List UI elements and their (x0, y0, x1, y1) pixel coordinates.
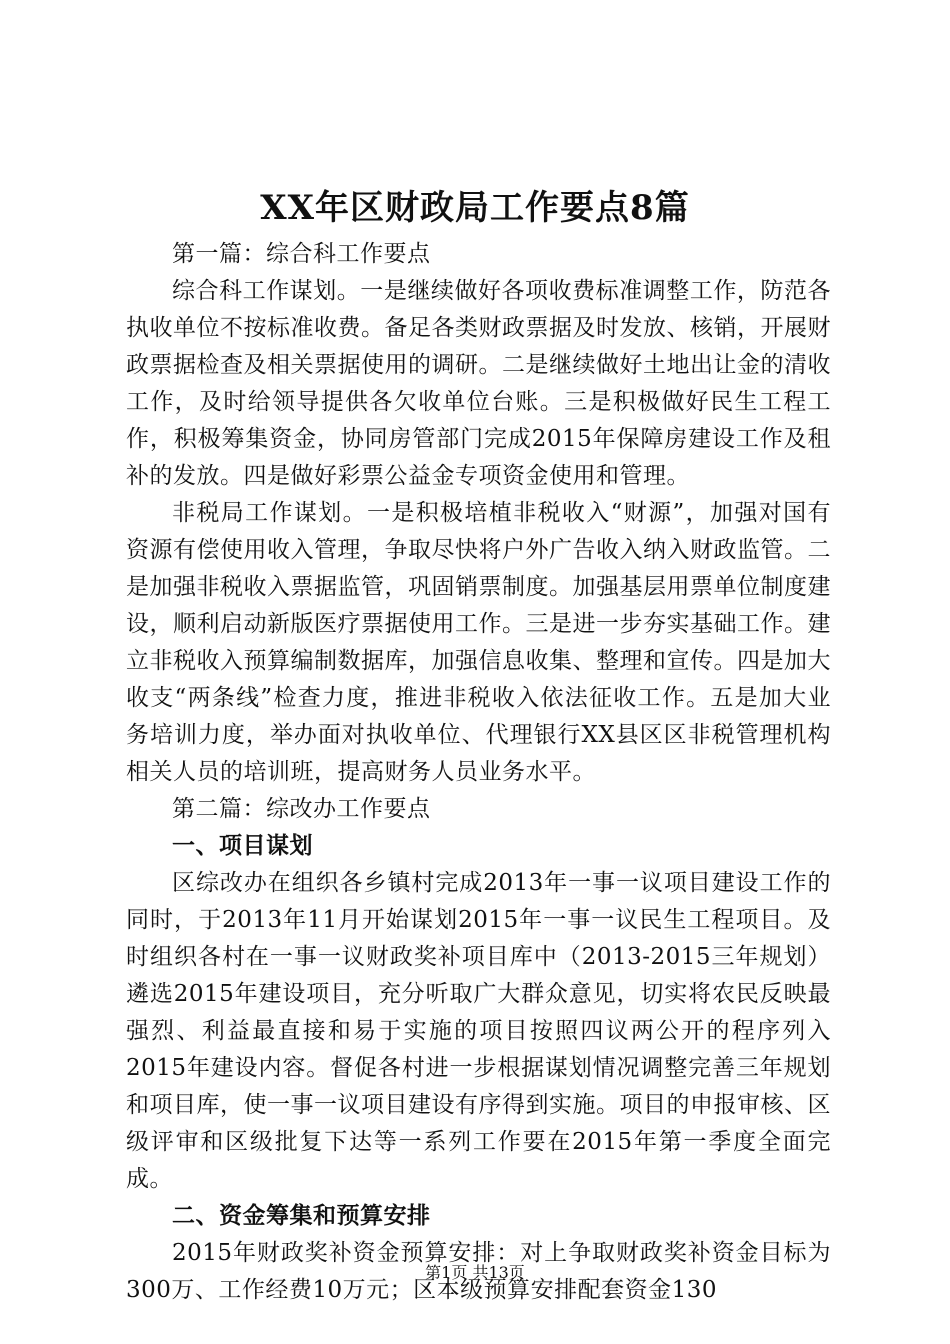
section-title-2: 第二篇：综改办工作要点 (172, 796, 431, 822)
body-paragraph: 非税局工作谋划。一是积极培植非税收入“财源”，加强对国有资源有偿使用收入管理，争取尽快将户外广告收入纳入财政监管。二是加强非税收入票据监管，巩固销票制度。加强基层用票单位制度建设，顺利启动新版医疗票据使用工作。三是进一步夯实基础工作。建立非税收入预算编制数据库，加强信息收集、整理和宣传。四是加大收支“两条线”检查力度，推进非税收入依法征收工作。五是加大业务培训力度，举办面对执收单位、代理银行XX县区区非税管理机构相关人员的培训班，提高财务人员业务水平。 (126, 500, 831, 785)
body-paragraph: 2015年财政奖补资金预算安排：对上争取财政奖补资金目标为300万、工作经费10万元；区本级预算安排配套资金130 (126, 1240, 831, 1303)
page-footer: 第1页 共13页 (425, 1263, 525, 1282)
document-title: XX年区财政局工作要点8篇 (260, 188, 690, 228)
body-paragraph: 区综改办在组织各乡镇村完成2013年一事一议项目建设工作的同时，于2013年11月开始谋划2015年一事一议民生工程项目。及时组织各村在一事一议财政奖补项目库中（2013-2015三年规划）遴选2015年建设项目，充分听取广大群众意见，切实将农民反映最强烈、利益最直接和易于实施的项目按照四议两公开的程序列入2015年建设内容。督促各村进一步根据谋划情况调整完善三年规划和项目库，使一事一议项目建设有序得到实施。项目的申报审核、区级评审和区级批复下达等一系列工作要在2015年第一季度全面完成。 (126, 870, 831, 1192)
document-body (126, 236, 831, 1309)
subheading-funding-budget: 二、资金筹集和预算安排 (172, 1203, 431, 1229)
body-paragraph: 综合科工作谋划。一是继续做好各项收费标准调整工作，防范各执收单位不按标准收费。备足各类财政票据及时发放、核销，开展财政票据检查及相关票据使用的调研。二是继续做好土地出让金的清收工作，及时给领导提供各欠收单位台账。三是积极做好民生工程工作，积极筹集资金，协同房管部门完成2015年保障房建设工作及租补的发放。四是做好彩票公益金专项资金使用和管理。 (126, 278, 831, 489)
section-title-1: 第一篇：综合科工作要点 (172, 241, 431, 267)
subheading-project-planning: 一、项目谋划 (172, 833, 313, 859)
